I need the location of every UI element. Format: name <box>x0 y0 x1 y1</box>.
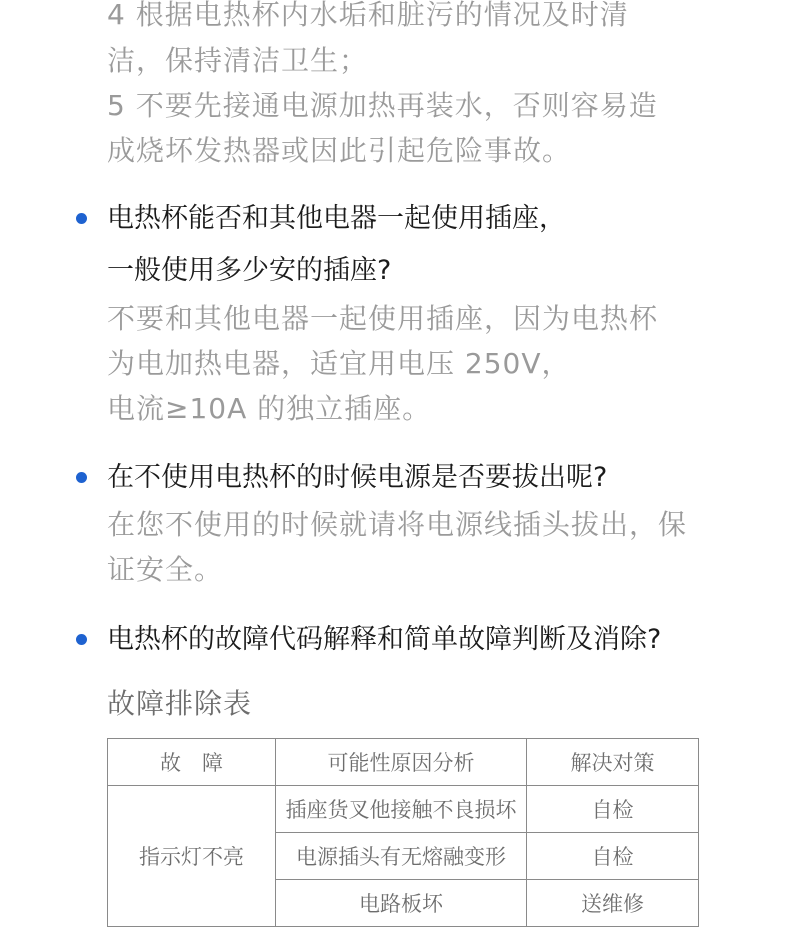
intro-line: 5 不要先接通电源加热再装水，否则容易造 <box>107 89 658 122</box>
bullet-dot-icon <box>76 213 87 224</box>
table-header: 故 障 <box>108 739 276 786</box>
faq-answer: 电流≥10A 的独立插座。 <box>107 392 432 425</box>
faq-question: 电热杯能否和其他电器一起使用插座， <box>107 203 566 234</box>
table-header: 可能性原因分析 <box>276 739 527 786</box>
faq-answer: 证安全。 <box>107 553 224 586</box>
faq-question: 电热杯的故障代码解释和简单故障判断及消除? <box>107 624 662 655</box>
table-title: 故障排除表 <box>107 687 253 720</box>
fix-cell: 自检 <box>527 833 699 880</box>
cause-cell: 插座货叉他接触不良损坏 <box>276 786 527 833</box>
fault-cell: 指示灯不亮 <box>108 786 276 927</box>
fault-table <box>107 738 699 927</box>
bullet-dot-icon <box>76 472 87 483</box>
bullet-dot-icon <box>76 634 87 645</box>
intro-line: 洁，保持清洁卫生； <box>107 44 369 77</box>
faq-question: 一般使用多少安的插座? <box>107 255 392 286</box>
cause-cell: 电源插头有无熔融变形 <box>276 833 527 880</box>
faq-question: 在不使用电热杯的时候电源是否要拔出呢? <box>107 462 608 493</box>
table-header: 解决对策 <box>527 739 699 786</box>
intro-line: 成烧坏发热器或因此引起危险事故。 <box>107 134 572 167</box>
cause-cell: 电路板坏 <box>276 880 527 927</box>
faq-answer: 为电加热电器，适宜用电压 250V， <box>107 347 571 380</box>
faq-answer: 不要和其他电器一起使用插座，因为电热杯 <box>107 302 659 335</box>
fix-cell: 自检 <box>527 786 699 833</box>
fix-cell: 送维修 <box>527 880 699 927</box>
intro-line: 4 根据电热杯内水垢和脏污的情况及时清 <box>107 0 629 31</box>
table-header-row <box>108 739 699 786</box>
faq-answer: 在您不使用的时候就请将电源线插头拔出，保 <box>107 508 688 541</box>
table-row <box>108 786 699 833</box>
